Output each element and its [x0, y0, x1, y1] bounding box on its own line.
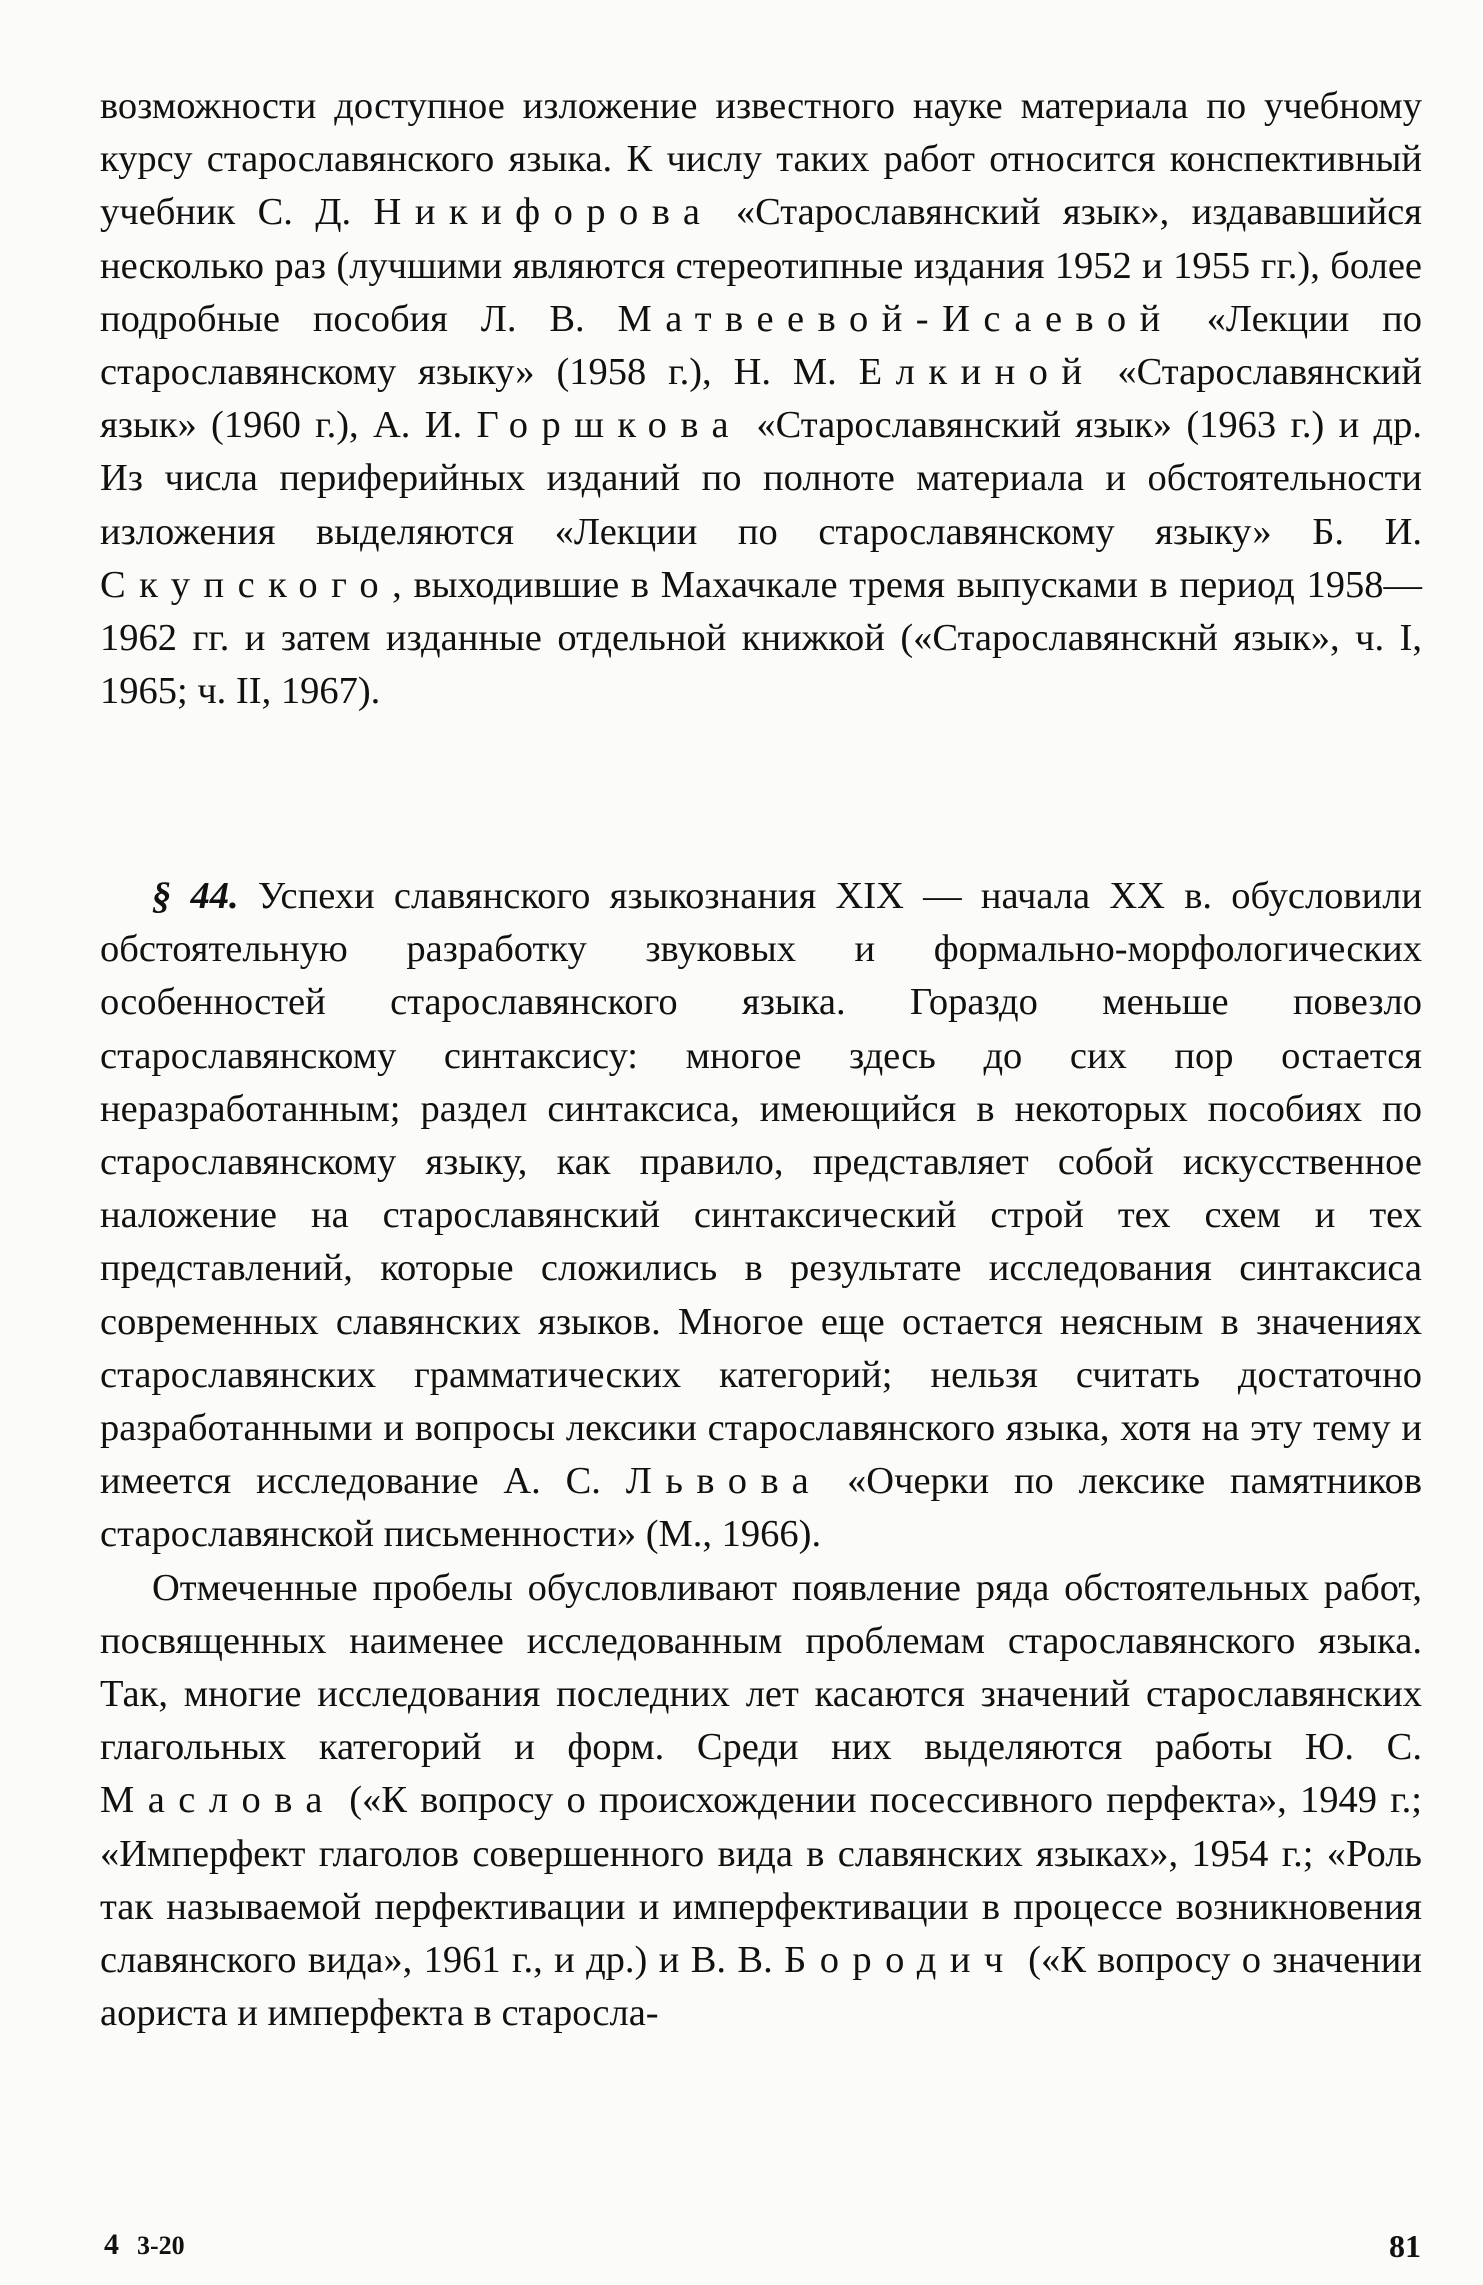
author-name-gorshkov: Горшкова [476, 404, 743, 447]
text-block-section-44 [100, 870, 1422, 2040]
paragraph-textbooks-overview: возможности доступное изложение известного науке материала по учебному курсу старославянского языка. К числу таких работ относится конспективный учебник С. Д. Никифорова «Старославянский язык», издававшийся несколько раз (лучшими являются стереотипные издания 1952 и 1955 гг.), более подробные пособия Л. В. Матвеевой-Исаевой «Лекции по старославянскому языку» (1958 г.), Н. М. Елкиной «Старославянский язык» (1960 г.), А. И. Горшкова «Старославянский язык» (1963 г.) и др. Из числа периферийных изданий по полноте материала и обстоятельности изложения выделяются «Лекции по старославянскому языку» Б. И. Скупского, выходившие в Махачкале тремя выпусками в период 1958—1962 гг. и затем изданные отдельной книжкой («Старославянскнй язык», ч. I, 1965; ч. II, 1967). [100, 85, 1423, 713]
author-name-skupsky: Скупского [100, 563, 393, 606]
author-name-maslov: Маслова [100, 1779, 336, 1822]
page-number: 81 [1389, 2228, 1421, 2264]
author-name-borodich: Бородич [784, 1939, 1017, 1982]
section-number: § 44. [152, 875, 239, 917]
paragraph-section-44: § 44. Успехи славянского языкознания XIX — начала XX в. обусловили обстоятельную разработку звуковых и формально-морфологических особенностей старославянского языка. Гораздо меньше повезло старославянскому синтаксису: многое здесь до сих пор остается неразработанным; раздел синтаксиса, имеющийся в некоторых пособиях по старославянскому языку, как правило, представляет собой искусственное наложение на старославянский синтаксический строй тех схем и тех представлений, которые сложились в результате исследования синтаксиса современных славянских языков. Многое еще остается неясным в значениях старославянских грамматических категорий; нельзя считать достаточно разработанными и вопросы лексики старославянского языка, хотя на эту тему и имеется исследование А. С. Львова «Очерки по лексике памятников старославянской письменности» (М., 1966). [100, 875, 1423, 1556]
text-block-top [100, 80, 1422, 718]
author-name-nikiforov: Никифорова [373, 191, 714, 234]
author-name-elkina: Елкиной [858, 351, 1096, 394]
signature-code: 3-20 [137, 2231, 185, 2260]
paragraph-research-gaps: Отмеченные пробелы обусловливают появление ряда обстоятельных работ, посвященных наименее исследованным проблемам старославянского языка. Так, многие исследования последних лет касаются значений старославянских глагольных категорий и форм. Среди них выделяются работы Ю. С. Маслова («К вопросу о происхождении посессивного перфекта», 1949 г.; «Имперфект глаголов совершенного вида в славянских языках», 1954 г.; «Роль так называемой перфективации и имперфективации в процессе возникновения славянского вида», 1961 г., и др.) и В. В. Бородич («К вопросу о значении аориста и имперфекта в старосла- [100, 1566, 1422, 2035]
printer-signature-mark [104, 2228, 185, 2262]
signature-number: 4 [104, 2228, 119, 2261]
author-name-matveeva-isaeva: Матвеевой-Исаевой [617, 297, 1174, 340]
author-name-lvov: Львова [625, 1460, 823, 1503]
